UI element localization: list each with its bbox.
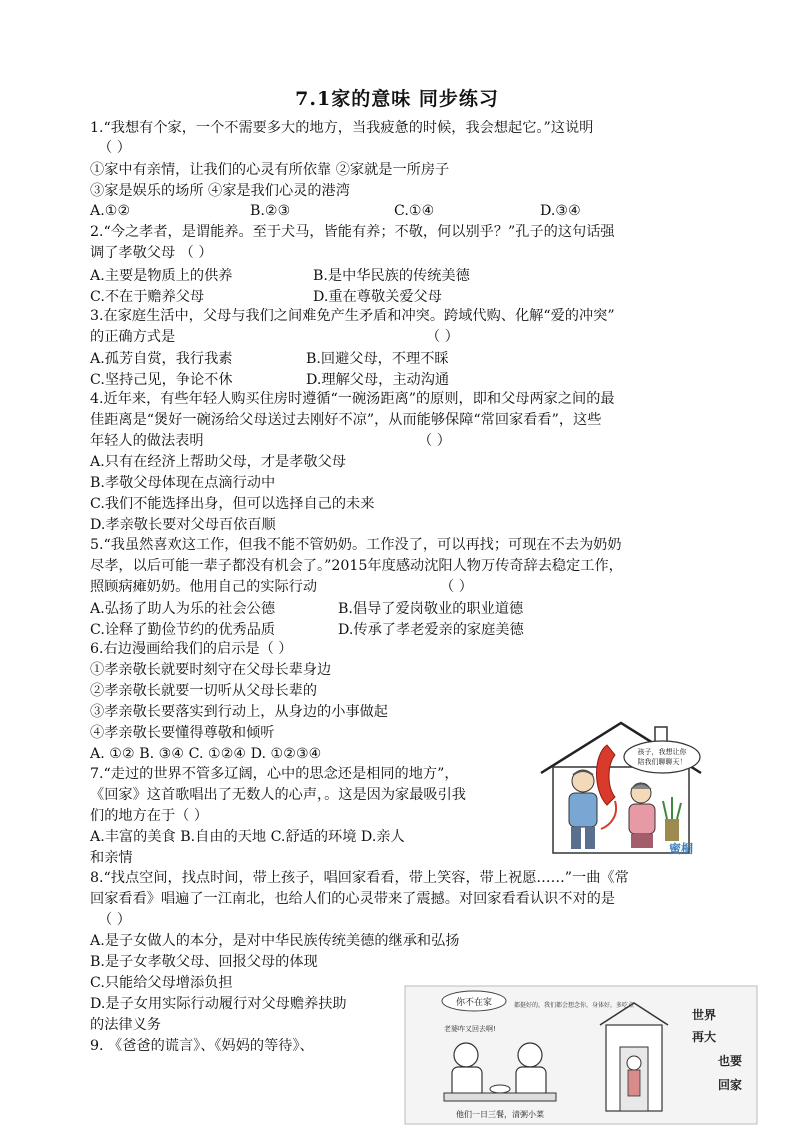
question-5-option-c: C.诠释了勤俭节约的优秀品质 [90, 622, 276, 638]
question-5-option-b: B.倡导了爱岗敬业的职业道德 [338, 601, 524, 617]
cartoon1-bubble-line1: 孩子，我想让你 [637, 748, 687, 756]
cartoon2-side-1: 世界 [691, 1008, 717, 1022]
question-1-option-c: C.①④ [394, 203, 435, 219]
question-4-option-d: D.孝亲敬长要对父母百依百顺 [90, 517, 276, 533]
family-cartoon-image [537, 715, 705, 857]
question-8-option-b: B.是子女孝敬父母、回报父母的体现 [90, 954, 318, 970]
question-6-statement-1: ①孝亲敬长就要时刻守在父母长辈身边 [90, 662, 332, 678]
question-2-stem: 2.“今之孝者，是谓能养。至于犬马，皆能有养；不敬，何以别乎？”孔子的这句话强 [90, 224, 615, 240]
question-5-stem-cont2: 照顾病瘫奶奶。他用自己的实际行动 [90, 579, 318, 595]
question-1-blank: （ ） [98, 140, 131, 156]
question-7-stem-cont1: 《回家》这首歌唱出了无数人的心声，。这是因为家最吸引我 [90, 787, 466, 803]
question-4-option-b: B.孝敬父母体现在点滴行动中 [90, 475, 276, 491]
question-8-option-d: D.是子女用实际行动履行对父母赡养扶助 [90, 996, 347, 1012]
question-2-option-b: B.是中华民族的传统美德 [313, 268, 470, 284]
question-1-statements-a: ①家中有亲情，让我们的心灵有所依靠 ②家就是一所房子 [90, 162, 450, 178]
cartoon2-side-3: 也要 [717, 1054, 743, 1068]
cartoon1-stamp: 蜜桐 [668, 842, 694, 856]
question-8-option-a: A.是子女做人的本分，是对中华民族传统美德的继承和弘扬 [90, 933, 460, 949]
question-7-options: A.丰富的美食 B.自由的天地 C.舒适的环境 D.亲人 [90, 829, 405, 845]
question-1-option-a: A.①② [90, 203, 131, 219]
go-home-cartoon-image [404, 985, 758, 1125]
question-7-stem: 7.“走过的世界不管多辽阔，心中的思念还是相同的地方”， [90, 766, 459, 782]
question-3-option-c: C.坚持己见，争论不休 [90, 372, 233, 388]
question-4-blank: （ ） [418, 433, 451, 449]
question-8-option-d-cont: 的法律义务 [90, 1017, 161, 1033]
question-6-options: A. ①② B. ③④ C. ①②④ D. ①②③④ [90, 746, 322, 762]
question-2-option-d: D.重在尊敬关爱父母 [313, 289, 442, 305]
cartoon2-side-4: 回家 [717, 1078, 743, 1092]
question-3-option-a: A.孤芳自赏，我行我素 [90, 351, 233, 367]
cartoon2-note-2: 都挺好的，我们都会想念你，身体好，多吃点 [514, 1002, 635, 1009]
question-8-blank: （ ） [98, 912, 131, 928]
question-6-stem: 6.右边漫画给我们的启示是（ ） [90, 641, 293, 657]
question-2-option-a: A.主要是物质上的供养 [90, 268, 233, 284]
question-4-option-a: A.只有在经济上帮助父母，才是孝敬父母 [90, 454, 346, 470]
question-5-option-a: A.弘扬了助人为乐的社会公德 [90, 601, 276, 617]
page-title: 7.1家的意味 同步练习 [295, 88, 499, 110]
cartoon2-side-2: 再大 [691, 1030, 717, 1044]
question-5-stem: 5.“我虽然喜欢这工作，但我不能不管奶奶。工作没了，可以再找；可现在不去为奶奶 [90, 537, 622, 553]
question-3-option-b: B.回避父母，不理不睬 [306, 351, 449, 367]
question-7-options-cont: 和亲情 [90, 850, 133, 866]
question-3-blank: （ ） [426, 329, 459, 345]
question-4-stem-cont1: 佳距离是“煲好一碗汤给父母送过去刚好不凉”，从而能够保障“常回家看看”，这些 [90, 412, 602, 428]
question-9-stem: 9. 《爸爸的谎言》、《妈妈的等待》、 [90, 1038, 314, 1054]
question-3-stem-cont: 的正确方式是 [90, 329, 176, 345]
question-8-stem-cont: 回家看看》唱遍了一江南北，也给人们的心灵带来了震撼。对回家看看认识不对的是 [90, 891, 615, 907]
question-5-option-d: D.传承了孝老爱亲的家庭美德 [338, 622, 524, 638]
question-8-stem: 8.“找点空间，找点时间，带上孩子，唱回家看看，带上笑容，带上祝愿……”一曲《常 [90, 870, 629, 886]
question-3-stem: 3.在家庭生活中，父母与我们之间难免产生矛盾和冲突。跨域代购、化解“爱的冲突” [90, 308, 615, 324]
cartoon1-bubble-line2: 陪我们聊聊天！ [637, 758, 687, 766]
question-1-stem: 1.“我想有个家，一个不需要多大的地方，当我疲惫的时候，我会想起它。”这说明 [90, 120, 594, 136]
question-6-statement-4: ④孝亲敬长要懂得尊敬和倾听 [90, 725, 275, 741]
question-6-statement-2: ②孝亲敬长就要一切听从父母长辈的 [90, 683, 318, 699]
question-1-statements-b: ③家是娱乐的场所 ④家是我们心灵的港湾 [90, 183, 350, 199]
question-4-stem-cont2: 年轻人的做法表明 [90, 433, 204, 449]
cartoon2-bubble: 你不在家 [455, 998, 493, 1008]
question-2-stem-cont: 调了孝敬父母 （ ） [90, 245, 213, 261]
question-3-option-d: D.理解父母，主动沟通 [306, 372, 450, 388]
question-1-option-d: D.③④ [540, 203, 581, 219]
question-4-option-c: C.我们不能选择出身，但可以选择自己的未来 [90, 496, 375, 512]
question-4-stem: 4.近年来，有些年轻人购买住房时遵循“一碗汤距离”的原则，即和父母两家之间的最 [90, 391, 615, 407]
question-5-blank: （ ） [440, 579, 473, 595]
question-1-option-b: B.②③ [250, 203, 291, 219]
question-8-option-c: C.只能给父母增添负担 [90, 975, 233, 991]
cartoon2-note-1: 老婆咋又回去啊! [444, 1025, 496, 1033]
cartoon2-caption: 他们一日三餐，清粥小菜 [456, 1110, 544, 1119]
question-7-stem-cont2: 们的地方在于（ ） [90, 808, 209, 824]
question-2-option-c: C.不在于赡养父母 [90, 289, 205, 305]
question-6-statement-3: ③孝亲敬长要落实到行动上，从身边的小事做起 [90, 704, 388, 720]
question-5-stem-cont1: 尽孝，以后可能一辈子都没有机会了。”2015年度感动沈阳人物万传奇辞去稳定工作， [90, 558, 623, 574]
